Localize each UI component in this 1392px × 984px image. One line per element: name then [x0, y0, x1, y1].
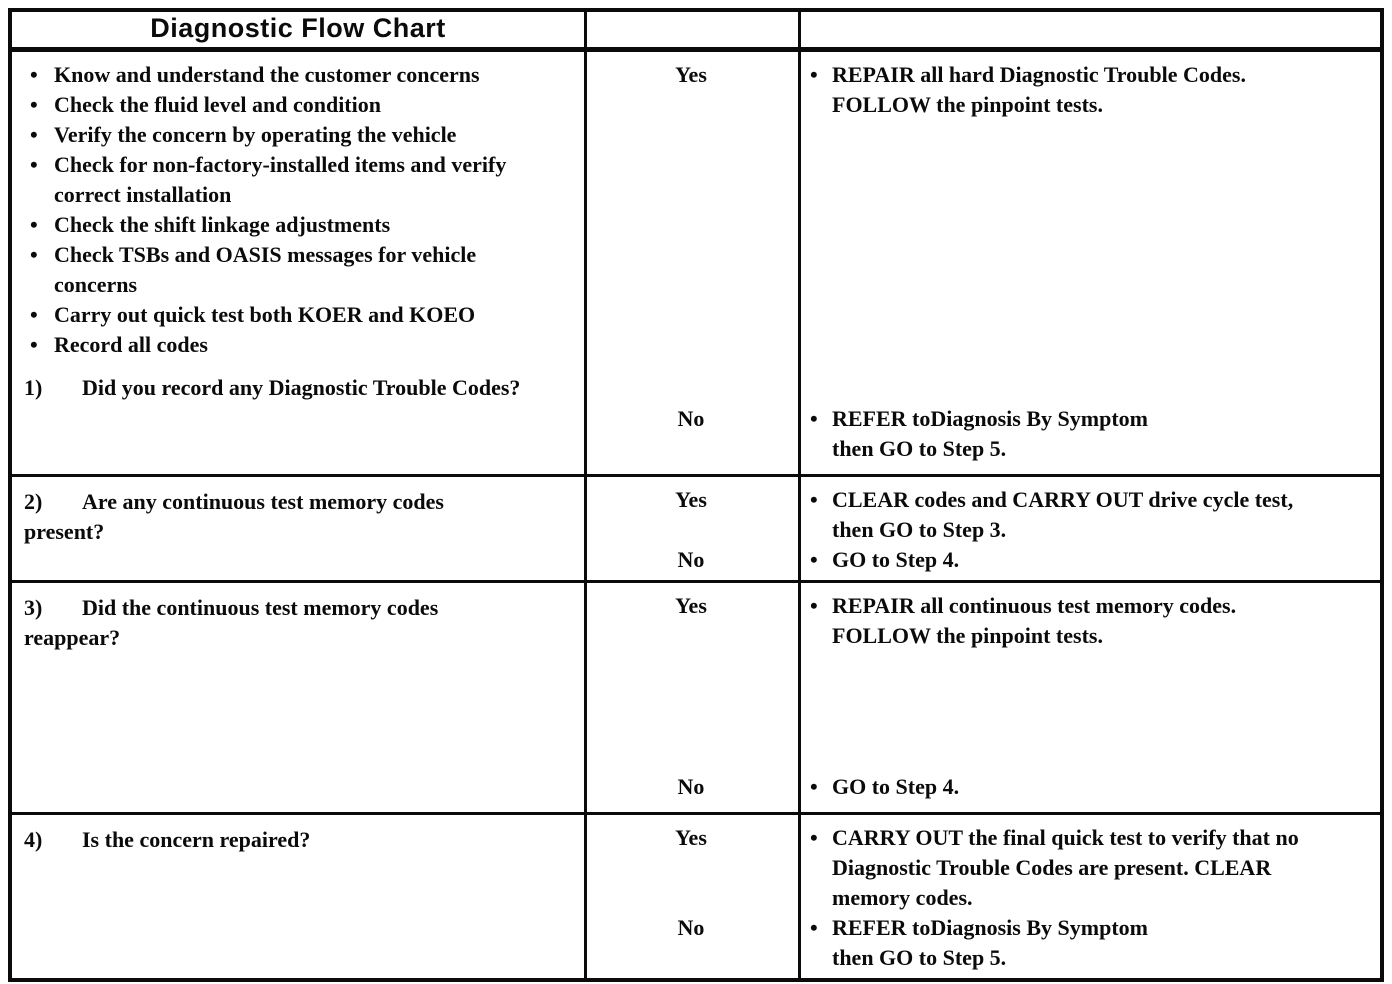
column-divider [584, 477, 587, 580]
action-text: then GO to Step 5. [832, 436, 1007, 461]
answer-label: Yes [675, 593, 707, 618]
bullet-icon [24, 330, 54, 360]
column-divider [798, 12, 801, 47]
action-text: FOLLOW the pinpoint tests. [832, 92, 1103, 117]
checklist-text: Check for non-factory-installed items and verify [54, 152, 507, 177]
checklist-text: Know and understand the customer concerns [54, 62, 480, 87]
column-divider [798, 477, 801, 580]
bullet-icon [24, 60, 54, 90]
bullet-icon [810, 404, 832, 464]
answer-yes [584, 591, 1380, 651]
answer-label: No [677, 915, 705, 940]
answer-label: No [677, 547, 705, 572]
action-text: REFER toDiagnosis By Symptom [832, 406, 1148, 431]
answer-label: No [677, 406, 705, 431]
answer-no [584, 545, 1380, 575]
answer-label: Yes [675, 487, 707, 512]
column-divider [584, 815, 587, 978]
table-header-row [12, 12, 1380, 49]
step-2-answers [584, 477, 1380, 580]
answer-yes [584, 485, 1380, 545]
step-question [24, 593, 570, 653]
action-text: Diagnostic Trouble Codes are present. CLEAR [832, 855, 1272, 880]
checklist-text: Carry out quick test both KOER and KOEO [54, 302, 476, 327]
answer-no [584, 772, 1380, 802]
diagnostic-flow-chart-table [8, 8, 1384, 982]
list-item [24, 150, 570, 210]
answer-action [798, 772, 1380, 802]
bullet-icon [810, 591, 832, 651]
action-text: GO to Step 4. [832, 547, 960, 572]
answer-action [798, 485, 1380, 545]
step-question [24, 487, 570, 547]
answer-action [798, 913, 1380, 973]
answer-label: No [677, 774, 705, 799]
list-item [24, 120, 570, 150]
step-number: 4) [24, 827, 43, 852]
answer-no [584, 913, 1380, 973]
list-item [24, 300, 570, 330]
answer-action [798, 823, 1380, 913]
question-text: Is the concern repaired? [82, 827, 311, 852]
list-item [24, 90, 570, 120]
bullet-icon [810, 545, 832, 575]
column-divider [798, 583, 801, 812]
bullet-icon [810, 485, 832, 545]
column-divider [798, 52, 801, 474]
column-divider [798, 815, 801, 978]
answer-action [798, 404, 1380, 464]
step-number: 1) [24, 375, 43, 400]
step-question [24, 373, 570, 403]
checklist-text: Check TSBs and OASIS messages for vehicle [54, 242, 477, 267]
step-2-description-cell [12, 477, 584, 580]
action-text: REPAIR all continuous test memory codes. [832, 593, 1237, 618]
answer-no [584, 404, 1380, 464]
answer-action [798, 545, 1380, 575]
step-4-description-cell [12, 815, 584, 978]
step-3-answers [584, 583, 1380, 812]
step-question [24, 825, 570, 855]
list-item [24, 60, 570, 90]
bullet-icon [24, 240, 54, 270]
action-text: REPAIR all hard Diagnostic Trouble Codes. [832, 62, 1246, 87]
question-text: Are any continuous test memory codes [82, 489, 444, 514]
checklist-text: correct installation [54, 182, 232, 207]
page-title: Diagnostic Flow Chart [150, 13, 446, 43]
checklist-text: Check the fluid level and condition [54, 92, 381, 117]
action-text: REFER toDiagnosis By Symptom [832, 915, 1148, 940]
action-text: then GO to Step 3. [832, 517, 1007, 542]
table-row-step-2 [12, 474, 1380, 580]
answer-label: Yes [675, 825, 707, 850]
action-text: memory codes. [832, 885, 973, 910]
bullet-icon [810, 60, 832, 120]
step-number: 2) [24, 489, 43, 514]
answer-action [798, 60, 1380, 120]
answer-action [798, 591, 1380, 651]
column-divider [584, 52, 587, 474]
bullet-icon [24, 300, 54, 330]
question-text: Did the continuous test memory codes [82, 595, 439, 620]
step-1-description-cell [12, 52, 584, 474]
checklist-text: Record all codes [54, 332, 208, 357]
action-text: GO to Step 4. [832, 774, 960, 799]
step-1-answers [584, 52, 1380, 474]
table-row-step-4 [12, 812, 1380, 978]
column-divider [584, 12, 587, 47]
answer-yes [584, 823, 1380, 913]
checklist-text: Check the shift linkage adjustments [54, 212, 391, 237]
action-text: CLEAR codes and CARRY OUT drive cycle test, [832, 487, 1294, 512]
action-text: then GO to Step 5. [832, 945, 1007, 970]
answer-label: Yes [675, 62, 707, 87]
list-item [24, 210, 570, 240]
table-row-step-3 [12, 580, 1380, 812]
bullet-icon [810, 823, 832, 913]
action-text: FOLLOW the pinpoint tests. [832, 623, 1103, 648]
answer-yes [584, 60, 1380, 120]
bullet-icon [24, 150, 54, 180]
column-divider [584, 583, 587, 812]
table-row-step-1 [12, 49, 1380, 474]
list-item [24, 240, 570, 300]
bullet-icon [810, 772, 832, 802]
step-number: 3) [24, 595, 43, 620]
question-text: Did you record any Diagnostic Trouble Codes? [82, 375, 521, 400]
step-4-answers [584, 815, 1380, 978]
bullet-icon [24, 210, 54, 240]
checklist-text: concerns [54, 272, 138, 297]
bullet-icon [24, 90, 54, 120]
step-3-description-cell [12, 583, 584, 812]
list-item [24, 330, 570, 360]
action-text: CARRY OUT the final quick test to verify that no [832, 825, 1299, 850]
bullet-icon [810, 913, 832, 973]
checklist-text: Verify the concern by operating the vehicle [54, 122, 457, 147]
bullet-icon [24, 120, 54, 150]
question-text: reappear? [24, 625, 121, 650]
preliminary-checklist [24, 60, 570, 360]
question-text: present? [24, 519, 105, 544]
